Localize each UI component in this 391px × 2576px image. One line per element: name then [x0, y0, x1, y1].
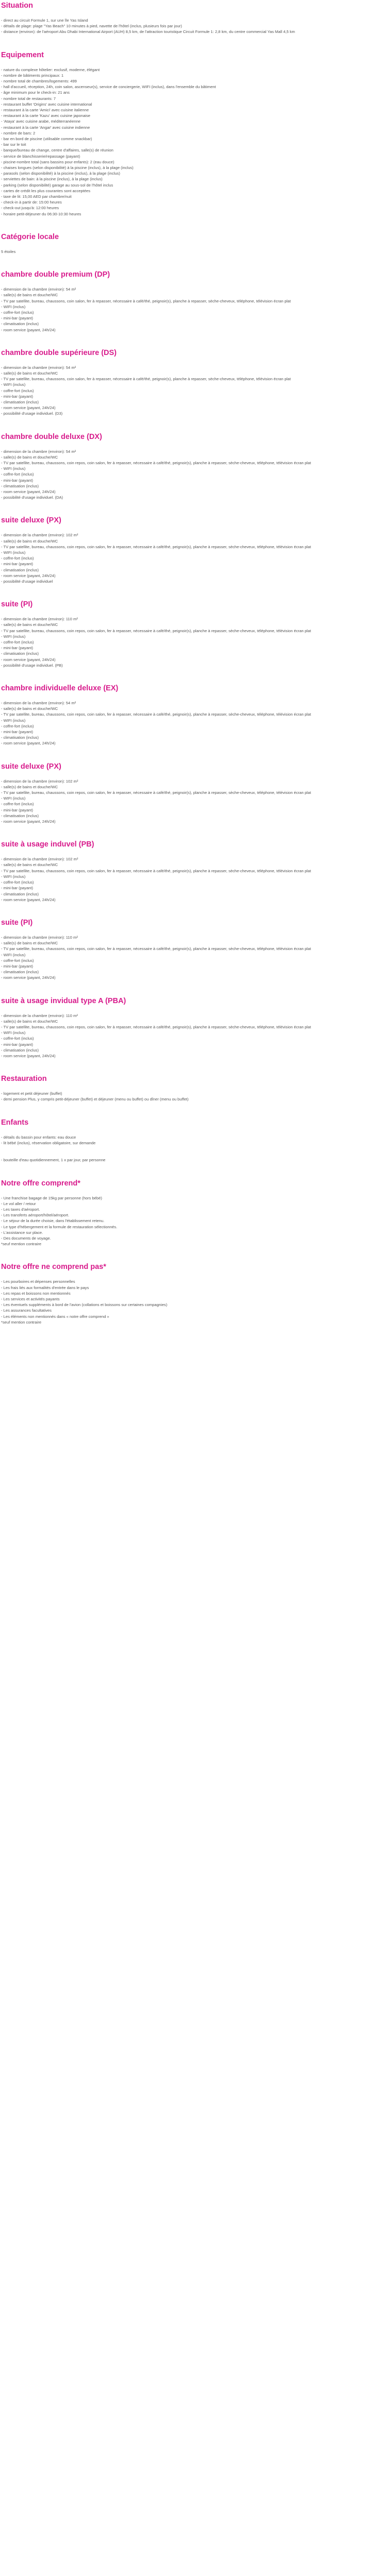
section-line: - Les pourboires et dépenses personnelles — [1, 1279, 75, 1284]
section-line: - WIFI (inclus) — [1, 952, 26, 957]
section-block — [1, 1262, 390, 1325]
title-spacer — [1, 60, 390, 67]
section-line: - salle(s) de bains et douche/WC — [1, 784, 58, 789]
section-block — [1, 996, 390, 1059]
section-line: - room service (payant, 24h/24) — [1, 975, 56, 980]
section-line: - TV par satellite, bureau, chaussons, coin repos, coin salon, fer à repasser, nécessaire à café/thé, peignoir(s), planche à repasser, sèche-cheveux, téléphone, télévision écran plat — [1, 628, 311, 633]
section-line: - logement et petit déjeuner (buffet) — [1, 1091, 62, 1096]
section-line: - mini-bar (payant) — [1, 646, 34, 651]
section-line: - check-out jusqu'à: 12:00 heures — [1, 206, 59, 211]
section-block — [1, 270, 390, 333]
section-line: - coffre-fort (inclus) — [1, 958, 34, 963]
section-line: - TV par satellite, bureau, chaussons, coin repos, coin salon, fer à repasser, nécessaire à café/thé, peignoir(s), planche à repasser, sèche-cheveux, téléphone, télévision écran plat — [1, 1024, 311, 1029]
section-line: - nombre total de restaurants: 7 — [1, 96, 56, 101]
section-line: - Une franchise bagage de 15kg par personne (hors bébé) — [1, 1195, 102, 1200]
section-line: - WIFI (inclus) — [1, 466, 26, 471]
section-line: - climatisation (inclus) — [1, 1047, 39, 1053]
section-line: - Les services et activités payants — [1, 1297, 60, 1302]
section-line: - détails de plage: plage "Yas Beach" 10 minutes à pied, navette de l'hôtel (inclus, plusieurs fois par jour) — [1, 24, 182, 29]
section-line: - nombre total de chambres/logements: 499 — [1, 79, 77, 84]
section-line — [1, 1146, 390, 1151]
section-line: - coffre-fort (inclus) — [1, 310, 34, 315]
section-line: - taxe de lit: 15,00 AED par chambre/nuit — [1, 194, 72, 199]
section-line: - WIFI (inclus) — [1, 550, 26, 555]
section-title: Catégorie locale — [1, 232, 59, 241]
section-line: - âge minimum pour le check-in: 21 ans — [1, 90, 70, 95]
section-line: - salle(s) de bains et douche/WC — [1, 538, 58, 544]
section-title: suite (PI) — [1, 600, 33, 609]
title-spacer — [1, 1006, 390, 1013]
section-line: - salle(s) de bains et douche/WC — [1, 622, 58, 628]
section-line: - climatisation (inclus) — [1, 483, 39, 488]
section-line: - dimension de la chambre (environ): 54 m² — [1, 365, 76, 370]
section-line: *seuf mention contraire — [1, 1319, 42, 1325]
section-line: - salle(s) de bains et douche/WC — [1, 454, 58, 460]
section-line: - possibilité d'usage individuel. (D3) — [1, 411, 63, 416]
section-title: chambre double supérieure (DS) — [1, 348, 117, 357]
section-line: - possibilité d'usage individuel — [1, 579, 53, 584]
section-line: - WIFI (inclus) — [1, 874, 26, 879]
section-line: - WIFI (inclus) — [1, 304, 26, 309]
section-line: - TV par satellite, bureau, chaussons, coin repos, coin salon, fer à repasser, nécessaire à café/thé, peignoir(s), planche à repasser, sèche-cheveux, téléphone, télévision écran plat — [1, 460, 311, 465]
section-line: - TV par satellite, bureau, chaussons, coin repos, coin salon, fer à repasser, nécessaire à café/thé, peignoir(s), planche à repasser, sèche-cheveux, téléphone, télévision écran plat — [1, 868, 311, 873]
section-line: - TV par satellite, bureau, chaussons, coin repos, coin salon, fer à repasser, nécessaire à café/thé, peignoir(s), planche à repasser, sèche-cheveux, téléphone, télévision écran plat — [1, 946, 311, 952]
title-spacer — [1, 849, 390, 856]
section-line: - WIFI (inclus) — [1, 796, 26, 801]
section-line: - cartes de crédit les plus courantes sont acceptées — [1, 188, 91, 193]
section-line: - Le type d'hébergement et la formule de restauration sélectionnés. — [1, 1224, 118, 1229]
section-line: - dimension de la chambre (environ): 110 m² — [1, 935, 78, 940]
section-line: - mini-bar (payant) — [1, 316, 34, 321]
section-line: - Le vol aller / retour — [1, 1201, 36, 1206]
section-line: - climatisation (inclus) — [1, 970, 39, 975]
section-line: - serviettes de bain: à la piscine (inclus), à la plage (inclus) — [1, 177, 103, 182]
section-line: *seuf mention contraire — [1, 1242, 42, 1247]
section-line: - mini-bar (payant) — [1, 963, 34, 969]
section-title: suite à usage invidual type A (PBA) — [1, 996, 126, 1005]
section-line: - mini-bar (payant) — [1, 886, 34, 891]
section-line: - possibilité d'usage individuel. (DA) — [1, 495, 63, 500]
section-block — [1, 684, 390, 747]
section-line: - hall d'accueil, réception, 24h, coin salon, ascenseur(s), service de conciergerie, WIFI (inclus), dans l'ensemble du bâtiment — [1, 84, 216, 90]
section-line: - restaurant buffet 'Origins' avec cuisine international — [1, 101, 92, 107]
section-line: - restaurant à la carte 'Kazu' avec cuisine japonaise — [1, 113, 91, 118]
section-line: - Les repas et boissons non mentionnés — [1, 1291, 71, 1296]
section-title: Restauration — [1, 1075, 47, 1083]
section-line: - mini-bar (payant) — [1, 730, 34, 735]
title-spacer — [1, 1127, 390, 1134]
section-line: - TV par satellite, bureau, chaussons, coin salon, fer à repasser, nécessaire à café/thé, peignoir(s), planche à repasser, sèche-cheveux, téléphone, télévision écran plat — [1, 377, 291, 382]
section-line: - banque/bureau de change, centre d'affaires, salle(s) de réunion — [1, 148, 113, 153]
section-line: - TV par satellite, bureau, chaussons, coin repos, coin salon, fer à repasser, nécessaire à café/thé, peignoir(s), planche à repasser, sèche-cheveux, téléphone, télévision écran plat — [1, 790, 311, 795]
section-line: - salle(s) de bains et douche/WC — [1, 293, 58, 298]
section-line: - mini-bar (payant) — [1, 1042, 34, 1047]
section-line: - parking (selon disponibilité) garage au sous-sol de l'hôtel inclus — [1, 182, 113, 188]
section-line: - parasols (selon disponibilité) à la piscine (inclus), à la plage (inclus) — [1, 171, 120, 176]
section-block — [1, 762, 390, 825]
section-line: - TV par satellite, bureau, chaussons, coin repos, coin salon, fer à repasser, nécessaire à café/thé, peignoir(s), planche à repasser, sèche-cheveux, téléphone, télévision écran plat — [1, 544, 311, 549]
section-line: - climatisation (inclus) — [1, 651, 39, 656]
section-line: - mini-bar (payant) — [1, 562, 34, 567]
section-line: - room service (payant, 24h/24) — [1, 573, 56, 578]
section-line: - nombre de bâtiments principaux: 1 — [1, 73, 64, 78]
section-line: - TV par satellite, bureau, chaussons, coin salon, fer à repasser, nécessaire à café/thé, peignoir(s), planche à repasser, sèche-cheveux, téléphone, télévision écran plat — [1, 298, 291, 303]
section-line: - dimension de la chambre (environ): 102 m² — [1, 533, 78, 538]
section-line: - L'assistance sur place. — [1, 1230, 43, 1235]
section-line: - climatisation (inclus) — [1, 891, 39, 896]
section-line: - coffre-fort (inclus) — [1, 556, 34, 561]
section-line: - horaire petit-déjeuner du 06:30-10:30 heures — [1, 211, 82, 216]
section-line: - WIFI (inclus) — [1, 382, 26, 387]
section-line: - distance (environ): de l'aéroport Abu Dhabi International Airport (AUH) 8,5 km, de l'attraction touristique Circuit Formule 1: 2,8 km, du centre commercial Yas Mall 4,5 km — [1, 29, 295, 35]
section-line: - climatisation (inclus) — [1, 399, 39, 404]
title-spacer — [1, 358, 390, 365]
section-line: - dimension de la chambre (environ): 110 m² — [1, 1013, 78, 1018]
section-line: - bar sur le toit — [1, 142, 26, 147]
section-line: - salle(s) de bains et douche/WC — [1, 862, 58, 868]
section-line: - room service (payant, 24h/24) — [1, 327, 56, 332]
section-line: - bar en bord de piscine (utilisable comme snackbar) — [1, 137, 92, 142]
section-block — [1, 232, 390, 255]
section-line: - Les frais liés aux formalités d'entrée dans le pays — [1, 1285, 89, 1290]
section-line: - coffre-fort (inclus) — [1, 472, 34, 477]
section-line: - mini-bar (payant) — [1, 478, 34, 483]
section-block — [1, 50, 390, 217]
section-title: Situation — [1, 2, 34, 10]
section-line: - salle(s) de bains et douche/WC — [1, 941, 58, 946]
section-title: suite (PI) — [1, 918, 33, 927]
section-title: suite à usage induvel (PB) — [1, 840, 94, 849]
section-line: - mini-bar (payant) — [1, 394, 34, 399]
section-line: - climatisation (inclus) — [1, 735, 39, 740]
section-line: - room service (payant, 24h/24) — [1, 405, 56, 411]
title-spacer — [1, 1272, 390, 1279]
section-title: Notre offre comprend* — [1, 1179, 80, 1188]
section-line: - dimension de la chambre (environ): 102 m² — [1, 857, 78, 862]
section-line: - piscine-nombre total (sans bassins pour enfants): 2 (eau douce) — [1, 159, 115, 164]
section-line: - room service (payant, 24h/24) — [1, 819, 56, 824]
title-spacer — [1, 693, 390, 700]
section-line: - dimension de la chambre (environ): 102 m² — [1, 778, 78, 784]
section-line: - coffre-fort (inclus) — [1, 880, 34, 885]
title-spacer — [1, 771, 390, 778]
section-line: - Les taxes d'aéroport. — [1, 1207, 40, 1212]
section-title: Equipement — [1, 50, 44, 59]
section-line: - demi pension Plus, y compris petit-déjeuner (buffet) et déjeuner (menu ou buffet) ou dîner (menu ou buffet) — [1, 1097, 189, 1102]
section-line: - détails du bassin pour enfants: eau douce — [1, 1134, 76, 1140]
section-block — [1, 1074, 390, 1102]
title-spacer — [1, 525, 390, 532]
section-title: chambre double premium (DP) — [1, 270, 110, 279]
section-line: - dimension de la chambre (environ): 54 m² — [1, 449, 76, 454]
title-spacer — [1, 927, 390, 935]
title-spacer — [1, 1083, 390, 1091]
section-line: - climatisation (inclus) — [1, 813, 39, 818]
section-line: - room service (payant, 24h/24) — [1, 741, 56, 746]
section-line: - salle(s) de bains et douche/WC — [1, 370, 58, 376]
section-line: - room service (payant, 24h/24) — [1, 657, 56, 662]
section-line — [1, 1151, 390, 1157]
section-line: - nature du complexe hôtelier: exclusif, moderne, élégant — [1, 67, 100, 72]
section-line: - chaises longues (selon disponibilité) à la piscine (inclus), à la plage (inclus) — [1, 165, 134, 171]
section-line: 5 étoiles — [1, 249, 16, 254]
section-line: - Les transferts aéroport/hôtel/aéroport. — [1, 1213, 70, 1218]
section-line: - dimension de la chambre (environ): 54 m² — [1, 701, 76, 706]
section-line: - check-in à partir de: 15:00 heures — [1, 200, 62, 205]
section-line: - salle(s) de bains et douche/WC — [1, 1019, 58, 1024]
section-block — [1, 516, 390, 584]
section-line: - restaurant à la carte 'Amici' avec cuisine italienne — [1, 108, 89, 113]
section-title: Enfants — [1, 1118, 29, 1127]
section-line: - coffre-fort (inclus) — [1, 1036, 34, 1041]
title-spacer — [1, 609, 390, 616]
section-block — [1, 840, 390, 903]
title-spacer — [1, 279, 390, 286]
section-line: - Des documents de voyage. — [1, 1236, 51, 1241]
section-line: - Les assurances facultatives — [1, 1308, 52, 1313]
section-line: - coffre-fort (inclus) — [1, 802, 34, 807]
section-line: - lit bébé (inclus), réservation obligatoire, sur demande — [1, 1140, 96, 1145]
section-line: - coffre-fort (inclus) — [1, 640, 34, 645]
section-line: - 'Ataya' avec cuisine arabe, méditerranéenne — [1, 119, 81, 124]
section-line: - direct au circuit Formule 1, sur une île Yas Island — [1, 18, 88, 23]
section-title: suite deluxe (PX) — [1, 516, 61, 525]
section-title: Notre offre ne comprend pas* — [1, 1263, 106, 1272]
section-title: suite deluxe (PX) — [1, 762, 61, 771]
section-line: - room service (payant, 24h/24) — [1, 897, 56, 902]
section-line: - possibilité d'usage individuel. (PB) — [1, 663, 63, 668]
section-line: - salle(s) de bains et douche/WC — [1, 706, 58, 711]
section-line: - coffre-fort (inclus) — [1, 723, 34, 728]
section-line: - WIFI (inclus) — [1, 1030, 26, 1036]
section-block — [1, 432, 390, 501]
section-line: - restaurant à la carte 'Angar' avec cuisine indienne — [1, 125, 90, 130]
section-line: - WIFI (inclus) — [1, 634, 26, 639]
section-line: - nombre de bars: 2 — [1, 130, 36, 135]
section-line: - Les éventuels suppléments à bord de l'avion (collations et boissons sur certaines compagnies) — [1, 1302, 168, 1308]
section-line: - room service (payant, 24h/24) — [1, 1053, 56, 1058]
section-block — [1, 918, 390, 981]
section-block — [1, 348, 390, 417]
section-line: - Les éléments non mentionnés dans « notre offre comprend » — [1, 1314, 109, 1319]
section-line: - room service (payant, 24h/24) — [1, 489, 56, 494]
section-block — [1, 1118, 390, 1163]
title-spacer — [1, 242, 390, 249]
section-line: - dimension de la chambre (environ): 54 m² — [1, 287, 76, 292]
section-line: - mini-bar (payant) — [1, 807, 34, 812]
section-line: - climatisation (inclus) — [1, 567, 39, 572]
section-line: - dimension de la chambre (environ): 110 m² — [1, 617, 78, 622]
section-block — [1, 600, 390, 668]
section-title: chambre individuelle deluxe (EX) — [1, 684, 119, 693]
section-line: - WIFI (inclus) — [1, 718, 26, 723]
section-block — [1, 1179, 390, 1247]
section-line: - coffre-fort (inclus) — [1, 388, 34, 393]
section-line: - climatisation (inclus) — [1, 321, 39, 327]
section-line: - TV par satellite, bureau, chaussons, coin repos, coin salon, fer à repasser, nécessaire à café/thé, peignoir(s), planche à repasser, sèche-cheveux, téléphone, télévision écran plat — [1, 712, 311, 717]
section-line: - bouteille d'eau quotidiennement, 1 x par jour, par personne — [1, 1158, 106, 1163]
title-spacer — [1, 442, 390, 449]
section-block — [1, 1, 390, 35]
title-spacer — [1, 10, 390, 18]
section-line: - service de blanchisserie/repassage (payant) — [1, 154, 80, 159]
section-title: chambre double deluxe (DX) — [1, 432, 102, 441]
section-line: - Le séjour de la durée choisie, dans l'établissement retenu. — [1, 1218, 105, 1224]
title-spacer — [1, 1188, 390, 1195]
